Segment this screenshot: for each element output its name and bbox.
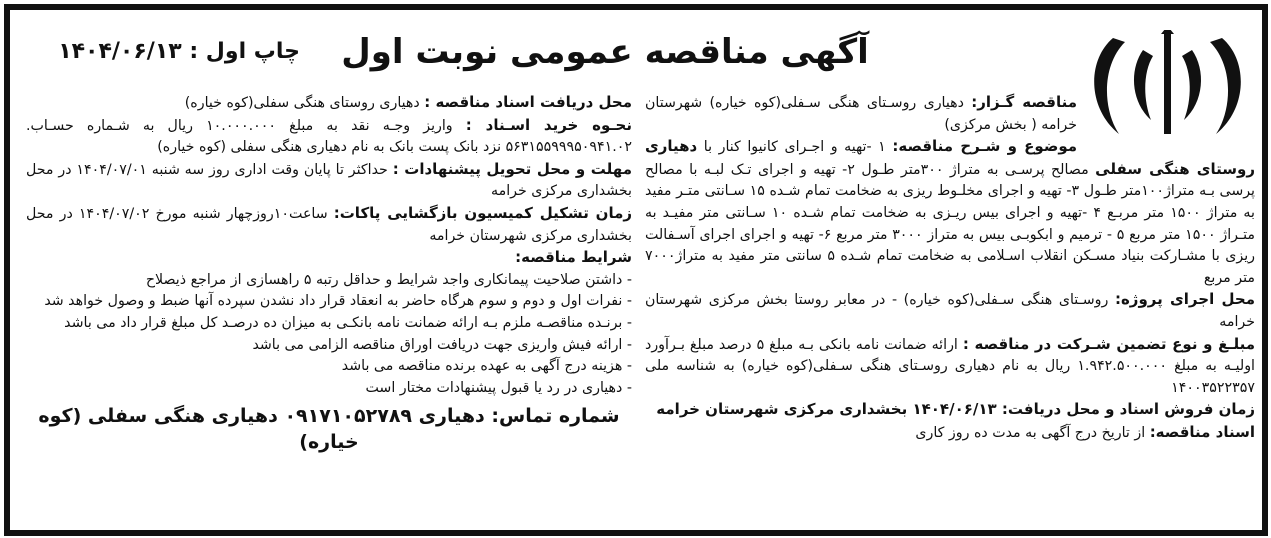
subject-text-cont: مصالح پرسـی به متراژ ۳۰۰متر طـول ۲- تهیه و اجرای تـک لبـه با مصالح پرسی بـه متراژ۱۰۰متر طـول ۳- تهیه و اجرای مخلـوط ریزی به ضخامت تمام شـده ۱۵ سـانتی متـر مفید به متراژ ۱۵۰۰ متر مربـع ۴ -تهیه و اجرای بیس ریـزی به ضخامت تمام شـده ۱۰ سـانتی متر مفیـد به متـراژ ۱۵۰۰ متر مربع ۵ - ترمیم و ابکوبـی بیس به متراز ۳۰۰۰ متر مربع ۶- تهیه و اجرای اجرای آسـفالت ریزی با مشـارکت بنیاد مسـکن انقلاب اسـلامی به ضخامت تمام شـده ۵ سانتی متر مفید به متراژ۷۰۰۰ متر مربع <box>645 161 1256 286</box>
opening-label: زمان تشکیل کمیسیون بازگشایی پاکات: <box>333 203 632 222</box>
docs-text: از تاریخ درج آگهی به مدت ده روز کاری <box>915 424 1146 441</box>
print-date: چاپ اول : ۱۴۰۴/۰۶/۱۳ <box>58 39 300 64</box>
receive-label: محل دریافت اسناد مناقصه : <box>424 93 632 111</box>
docs-label: اسناد مناقصه: <box>1149 422 1255 441</box>
organizer-text: دهیاری روسـتای هنگی سـفلی(کوه خیاره) شهرستان خرامه ( بخش مرکزی) <box>645 95 1077 133</box>
right-column <box>645 92 1255 445</box>
subject-bold: دهیاری روستای هنگی سفلی <box>645 137 1255 178</box>
condition-item: - هزینه درج آگهی به عهده برنده مناقصه می باشد <box>341 358 632 375</box>
organizer-label: مناقصه گـزار: <box>971 93 1077 111</box>
subject-text: ۱ -تهیه و اجـرای کانیوا کنار با <box>703 139 886 156</box>
receive-text: دهیاری روستای هنگی سفلی(کوه خیاره) <box>184 95 420 111</box>
contact-line: شماره تماس: دهیاری ۰۹۱۷۱۰۵۲۷۸۹ دهیاری هنگی سفلی (کوه خیاره) <box>38 405 620 454</box>
notice-title: آگهی مناقصه عمومی نوبت اول <box>341 32 869 72</box>
deadline-label: مهلت و محل تحویل پیشنهادات : <box>392 159 632 178</box>
location-text: روسـتای هنگی سـفلی(کوه خیاره) - در معابر روستا بخش مرکزی شهرستان خرامه <box>645 292 1255 330</box>
left-column <box>26 92 632 455</box>
purchase-text: واریز وجـه نقد به مبلغ ۱۰.۰۰۰.۰۰۰ ریال به شـماره حسـاب. ۵۶۳۱۵۵۹۹۹۵۰۹۴۱.۰۲ نزد بانک پست بانک به نام دهیاری هنگی سفلی (کوه خیاره) <box>26 117 632 156</box>
location-label: محل اجرای پروژه: <box>1114 290 1256 309</box>
conditions-label: شرایط مناقصه: <box>515 248 632 267</box>
condition-item: - برنـده مناقصـه ملزم بـه ارائه ضمانت نامه بانکـی به میزان ده درصـد کل مبلغ قرار داد می باشد <box>64 314 632 331</box>
subject-label: موضوع و شـرح مناقصه: <box>892 137 1078 156</box>
purchase-label: نحـوه خرید اسـناد : <box>465 115 633 134</box>
deadline-text: حداکثر تا پایان وقت اداری روز سه شنبه ۱۴۰۴/۰۷/۰۱ در محل بخشداری مرکزی خرامه <box>26 161 632 200</box>
condition-item: - داشتن صلاحیت پیمانکاری واجد شرایط و حداقل رتبه ۵ راهسازی از مراجع ذیصلاح <box>145 271 632 288</box>
sale-info: زمان فروش اسناد و محل دریافت: ۱۴۰۴/۰۶/۱۳ بخشداری مرکزی شهرستان خرامه <box>656 400 1255 419</box>
opening-text: ساعت۱۰روزچهار شنبه مورخ ۱۴۰۴/۰۷/۰۲ در محل بخشداری مرکزی شهرستان خرامه <box>26 205 632 244</box>
condition-item: - نفرات اول و دوم و سوم هرگاه حاضر به انعقاد قرار داد نشدن سپرده آنها ضبط و وصول خواهد شد <box>44 293 632 310</box>
condition-item: - ارائه فیش واریزی جهت دریافت اوراق مناقصه الزامی می باشد <box>252 336 632 353</box>
guarantee-text: ارائه ضمانت نامه بانکی بـه مبلغ ۵ درصد مبلغ بـرآورد اولیـه به مبلغ ۱.۹۴۲.۵۰۰.۰۰۰ ریال به نام دهیاری روسـتای هنگی سـفلی(کوه خیاره) به شناسه ملی ۱۴۰۰۳۵۲۲۳۵۷ <box>645 336 1255 396</box>
guarantee-label: مبلـغ و نوع تضمین شـرکت در مناقصه : <box>962 334 1256 353</box>
condition-item: - دهیاری در رد یا قبول پیشنهادات مختار است <box>365 379 632 396</box>
